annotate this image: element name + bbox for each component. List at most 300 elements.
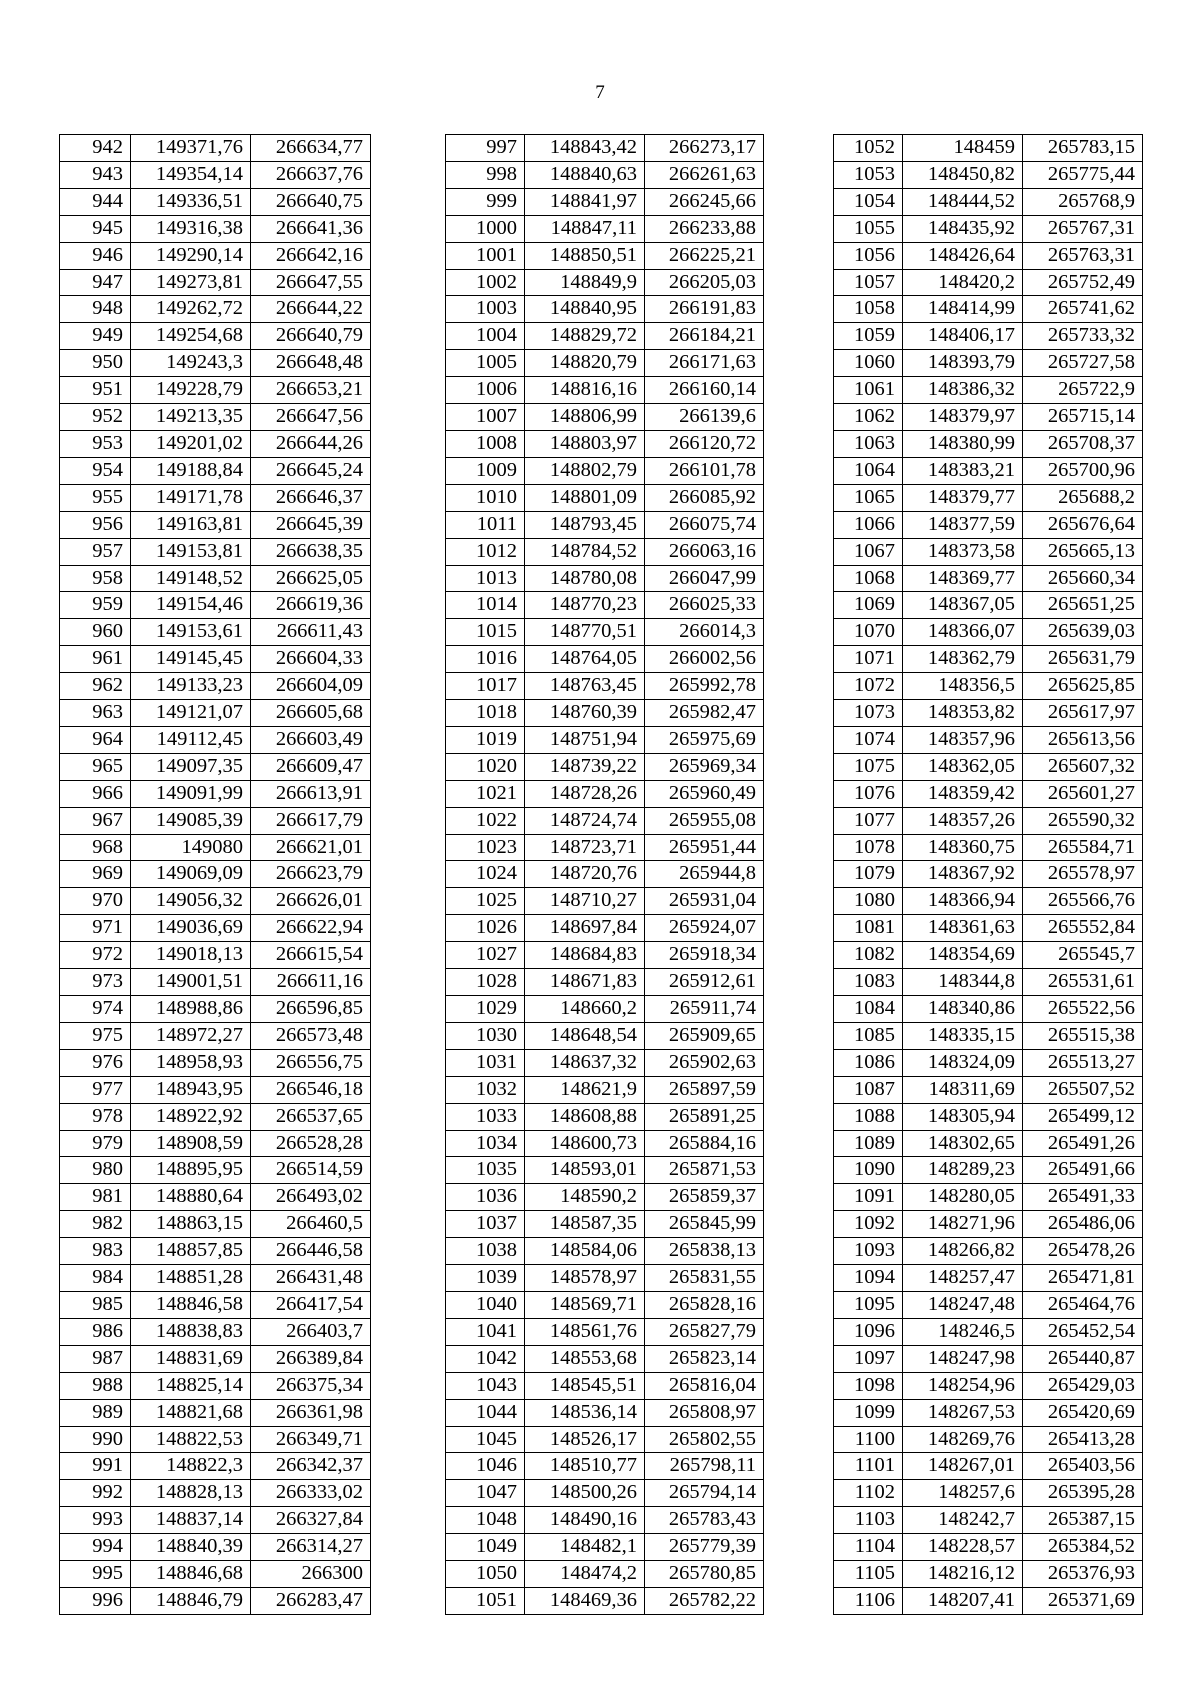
point-number-cell: 958 [60, 565, 131, 592]
table-row [446, 242, 764, 269]
table-row [446, 188, 764, 215]
x-coordinate-cell: 148671,83 [525, 969, 645, 996]
table-row [446, 726, 764, 753]
point-number-cell: 1033 [446, 1103, 525, 1130]
table-row [60, 565, 371, 592]
point-number-cell: 1079 [834, 861, 903, 888]
x-coordinate-cell: 148420,2 [903, 269, 1023, 296]
x-coordinate-cell: 148242,7 [903, 1507, 1023, 1534]
point-number-cell: 1019 [446, 726, 525, 753]
y-coordinate-cell: 265783,43 [645, 1507, 764, 1534]
y-coordinate-cell: 265395,28 [1023, 1480, 1143, 1507]
y-coordinate-cell: 265912,61 [645, 969, 764, 996]
point-number-cell: 1013 [446, 565, 525, 592]
point-number-cell: 1083 [834, 969, 903, 996]
point-number-cell: 1061 [834, 377, 903, 404]
table-row [60, 269, 371, 296]
point-number-cell: 952 [60, 404, 131, 431]
table-row [446, 161, 764, 188]
x-coordinate-cell: 148361,63 [903, 915, 1023, 942]
point-number-cell: 1097 [834, 1345, 903, 1372]
x-coordinate-cell: 148490,16 [525, 1507, 645, 1534]
x-coordinate-cell: 148584,06 [525, 1238, 645, 1265]
x-coordinate-cell: 148728,26 [525, 780, 645, 807]
table-row [60, 296, 371, 323]
point-number-cell: 1074 [834, 726, 903, 753]
table-row [60, 1130, 371, 1157]
x-coordinate-cell: 148414,99 [903, 296, 1023, 323]
y-coordinate-cell: 266615,54 [251, 942, 371, 969]
table-row [446, 296, 764, 323]
table-row [60, 1399, 371, 1426]
y-coordinate-cell: 265376,93 [1023, 1561, 1143, 1588]
x-coordinate-cell: 149336,51 [131, 188, 251, 215]
y-coordinate-cell: 266637,76 [251, 161, 371, 188]
table-row [60, 1076, 371, 1103]
x-coordinate-cell: 148362,05 [903, 753, 1023, 780]
y-coordinate-cell: 266403,7 [251, 1318, 371, 1345]
y-coordinate-cell: 266528,28 [251, 1130, 371, 1157]
x-coordinate-cell: 148366,07 [903, 619, 1023, 646]
y-coordinate-cell: 266546,18 [251, 1076, 371, 1103]
x-coordinate-cell: 148545,51 [525, 1372, 645, 1399]
coordinates-table-3 [833, 134, 1143, 1615]
table-row [834, 1561, 1143, 1588]
point-number-cell: 1089 [834, 1130, 903, 1157]
point-number-cell: 946 [60, 242, 131, 269]
y-coordinate-cell: 266101,78 [645, 457, 764, 484]
point-number-cell: 989 [60, 1399, 131, 1426]
table-row [60, 915, 371, 942]
table-row [834, 942, 1143, 969]
x-coordinate-cell: 148357,96 [903, 726, 1023, 753]
table-row [834, 996, 1143, 1023]
point-number-cell: 1040 [446, 1291, 525, 1318]
point-number-cell: 969 [60, 861, 131, 888]
table-row [446, 646, 764, 673]
table-row [834, 969, 1143, 996]
point-number-cell: 1026 [446, 915, 525, 942]
point-number-cell: 973 [60, 969, 131, 996]
point-number-cell: 1095 [834, 1291, 903, 1318]
point-number-cell: 974 [60, 996, 131, 1023]
y-coordinate-cell: 265823,14 [645, 1345, 764, 1372]
table-row [446, 996, 764, 1023]
page-number: 7 [595, 82, 605, 103]
y-coordinate-cell: 265828,16 [645, 1291, 764, 1318]
table-row [446, 1291, 764, 1318]
x-coordinate-cell: 148305,94 [903, 1103, 1023, 1130]
y-coordinate-cell: 266644,22 [251, 296, 371, 323]
y-coordinate-cell: 266047,99 [645, 565, 764, 592]
point-number-cell: 1022 [446, 807, 525, 834]
point-number-cell: 1037 [446, 1211, 525, 1238]
table-row [60, 619, 371, 646]
x-coordinate-cell: 148880,64 [131, 1184, 251, 1211]
y-coordinate-cell: 266361,98 [251, 1399, 371, 1426]
table-row [60, 1426, 371, 1453]
y-coordinate-cell: 265452,54 [1023, 1318, 1143, 1345]
y-coordinate-cell: 266648,48 [251, 350, 371, 377]
table-row [446, 1022, 764, 1049]
point-number-cell: 1100 [834, 1426, 903, 1453]
x-coordinate-cell: 149036,69 [131, 915, 251, 942]
x-coordinate-cell: 149148,52 [131, 565, 251, 592]
table-row [834, 215, 1143, 242]
y-coordinate-cell: 266640,79 [251, 323, 371, 350]
point-number-cell: 1029 [446, 996, 525, 1023]
table-row [834, 1130, 1143, 1157]
y-coordinate-cell: 265763,31 [1023, 242, 1143, 269]
point-number-cell: 1059 [834, 323, 903, 350]
x-coordinate-cell: 148829,72 [525, 323, 645, 350]
y-coordinate-cell: 266641,36 [251, 215, 371, 242]
x-coordinate-cell: 148770,51 [525, 619, 645, 646]
table-row [834, 565, 1143, 592]
point-number-cell: 990 [60, 1426, 131, 1453]
point-number-cell: 965 [60, 753, 131, 780]
point-number-cell: 1084 [834, 996, 903, 1023]
x-coordinate-cell: 148943,95 [131, 1076, 251, 1103]
y-coordinate-cell: 265578,97 [1023, 861, 1143, 888]
y-coordinate-cell: 265783,15 [1023, 135, 1143, 162]
table-row [834, 700, 1143, 727]
point-number-cell: 998 [446, 161, 525, 188]
x-coordinate-cell: 148637,32 [525, 1049, 645, 1076]
y-coordinate-cell: 265752,49 [1023, 269, 1143, 296]
table-row [446, 1103, 764, 1130]
table-row [60, 484, 371, 511]
y-coordinate-cell: 265780,85 [645, 1561, 764, 1588]
y-coordinate-cell: 265727,58 [1023, 350, 1143, 377]
point-number-cell: 992 [60, 1480, 131, 1507]
table-row [446, 1426, 764, 1453]
point-number-cell: 1009 [446, 457, 525, 484]
point-number-cell: 1042 [446, 1345, 525, 1372]
table-row [446, 1157, 764, 1184]
y-coordinate-cell: 265722,9 [1023, 377, 1143, 404]
table-row [60, 646, 371, 673]
table-row [60, 404, 371, 431]
point-number-cell: 1090 [834, 1157, 903, 1184]
y-coordinate-cell: 265767,31 [1023, 215, 1143, 242]
y-coordinate-cell: 266647,55 [251, 269, 371, 296]
point-number-cell: 1065 [834, 484, 903, 511]
table-row [60, 1103, 371, 1130]
point-number-cell: 963 [60, 700, 131, 727]
point-number-cell: 975 [60, 1022, 131, 1049]
point-number-cell: 985 [60, 1291, 131, 1318]
point-number-cell: 1064 [834, 457, 903, 484]
point-number-cell: 955 [60, 484, 131, 511]
table-row [60, 511, 371, 538]
x-coordinate-cell: 149121,07 [131, 700, 251, 727]
point-number-cell: 996 [60, 1587, 131, 1614]
table-row [60, 1184, 371, 1211]
table-row [834, 1399, 1143, 1426]
table-row [834, 161, 1143, 188]
y-coordinate-cell: 266075,74 [645, 511, 764, 538]
point-number-cell: 1086 [834, 1049, 903, 1076]
table-row [446, 269, 764, 296]
table-row [834, 135, 1143, 162]
point-number-cell: 960 [60, 619, 131, 646]
point-number-cell: 1054 [834, 188, 903, 215]
table-row [60, 726, 371, 753]
y-coordinate-cell: 265955,08 [645, 807, 764, 834]
y-coordinate-cell: 265631,79 [1023, 646, 1143, 673]
y-coordinate-cell: 265660,34 [1023, 565, 1143, 592]
point-number-cell: 950 [60, 350, 131, 377]
y-coordinate-cell: 265420,69 [1023, 1399, 1143, 1426]
x-coordinate-cell: 148369,77 [903, 565, 1023, 592]
table-row [446, 135, 764, 162]
point-number-cell: 980 [60, 1157, 131, 1184]
y-coordinate-cell: 265708,37 [1023, 430, 1143, 457]
y-coordinate-cell: 265499,12 [1023, 1103, 1143, 1130]
x-coordinate-cell: 148474,2 [525, 1561, 645, 1588]
y-coordinate-cell: 265779,39 [645, 1534, 764, 1561]
x-coordinate-cell: 148510,77 [525, 1453, 645, 1480]
table-row [834, 323, 1143, 350]
table-row [834, 861, 1143, 888]
point-number-cell: 984 [60, 1265, 131, 1292]
x-coordinate-cell: 148838,83 [131, 1318, 251, 1345]
table-row [834, 834, 1143, 861]
point-number-cell: 947 [60, 269, 131, 296]
point-number-cell: 1047 [446, 1480, 525, 1507]
table-row [834, 457, 1143, 484]
x-coordinate-cell: 148723,71 [525, 834, 645, 861]
x-coordinate-cell: 148660,2 [525, 996, 645, 1023]
x-coordinate-cell: 148816,16 [525, 377, 645, 404]
table-row [446, 753, 764, 780]
y-coordinate-cell: 266603,49 [251, 726, 371, 753]
x-coordinate-cell: 148828,13 [131, 1480, 251, 1507]
x-coordinate-cell: 148764,05 [525, 646, 645, 673]
y-coordinate-cell: 266283,47 [251, 1587, 371, 1614]
point-number-cell: 1076 [834, 780, 903, 807]
y-coordinate-cell: 265513,27 [1023, 1049, 1143, 1076]
table-row [834, 1534, 1143, 1561]
x-coordinate-cell: 148720,76 [525, 861, 645, 888]
y-coordinate-cell: 265838,13 [645, 1238, 764, 1265]
y-coordinate-cell: 265491,33 [1023, 1184, 1143, 1211]
point-number-cell: 999 [446, 188, 525, 215]
y-coordinate-cell: 266233,88 [645, 215, 764, 242]
x-coordinate-cell: 148353,82 [903, 700, 1023, 727]
point-number-cell: 943 [60, 161, 131, 188]
table-row [834, 188, 1143, 215]
table-row [60, 807, 371, 834]
table-row [446, 780, 764, 807]
point-number-cell: 1004 [446, 323, 525, 350]
point-number-cell: 1008 [446, 430, 525, 457]
y-coordinate-cell: 266431,48 [251, 1265, 371, 1292]
point-number-cell: 1025 [446, 888, 525, 915]
table-row [60, 1534, 371, 1561]
y-coordinate-cell: 265471,81 [1023, 1265, 1143, 1292]
y-coordinate-cell: 266460,5 [251, 1211, 371, 1238]
x-coordinate-cell: 148367,92 [903, 861, 1023, 888]
x-coordinate-cell: 148380,99 [903, 430, 1023, 457]
x-coordinate-cell: 148269,76 [903, 1426, 1023, 1453]
point-number-cell: 1046 [446, 1453, 525, 1480]
table-row [834, 538, 1143, 565]
table-row [834, 1345, 1143, 1372]
x-coordinate-cell: 148831,69 [131, 1345, 251, 1372]
table-row [60, 1345, 371, 1372]
table-row [446, 1587, 764, 1614]
x-coordinate-cell: 148840,39 [131, 1534, 251, 1561]
point-number-cell: 1075 [834, 753, 903, 780]
x-coordinate-cell: 148806,99 [525, 404, 645, 431]
point-number-cell: 1032 [446, 1076, 525, 1103]
point-number-cell: 1063 [834, 430, 903, 457]
x-coordinate-cell: 148362,79 [903, 646, 1023, 673]
point-number-cell: 948 [60, 296, 131, 323]
y-coordinate-cell: 265808,97 [645, 1399, 764, 1426]
table-row [446, 673, 764, 700]
x-coordinate-cell: 148760,39 [525, 700, 645, 727]
point-number-cell: 1002 [446, 269, 525, 296]
table-row [60, 834, 371, 861]
point-number-cell: 1071 [834, 646, 903, 673]
table-row [446, 565, 764, 592]
table-row [60, 1480, 371, 1507]
point-number-cell: 986 [60, 1318, 131, 1345]
y-coordinate-cell: 265897,59 [645, 1076, 764, 1103]
point-number-cell: 1000 [446, 215, 525, 242]
y-coordinate-cell: 266596,85 [251, 996, 371, 1023]
x-coordinate-cell: 148246,5 [903, 1318, 1023, 1345]
y-coordinate-cell: 265491,66 [1023, 1157, 1143, 1184]
table-row [60, 457, 371, 484]
x-coordinate-cell: 149201,02 [131, 430, 251, 457]
point-number-cell: 1073 [834, 700, 903, 727]
point-number-cell: 1052 [834, 135, 903, 162]
coordinates-table-2 [445, 134, 764, 1615]
y-coordinate-cell: 265387,15 [1023, 1507, 1143, 1534]
table-row [834, 753, 1143, 780]
table-row [446, 538, 764, 565]
y-coordinate-cell: 266261,63 [645, 161, 764, 188]
y-coordinate-cell: 266225,21 [645, 242, 764, 269]
table-row [446, 350, 764, 377]
point-number-cell: 1015 [446, 619, 525, 646]
y-coordinate-cell: 265590,32 [1023, 807, 1143, 834]
x-coordinate-cell: 148367,05 [903, 592, 1023, 619]
point-number-cell: 956 [60, 511, 131, 538]
y-coordinate-cell: 266333,02 [251, 1480, 371, 1507]
point-number-cell: 1091 [834, 1184, 903, 1211]
table-row [834, 780, 1143, 807]
x-coordinate-cell: 148697,84 [525, 915, 645, 942]
y-coordinate-cell: 266002,56 [645, 646, 764, 673]
y-coordinate-cell: 265486,06 [1023, 1211, 1143, 1238]
table-row [446, 888, 764, 915]
table-row [60, 592, 371, 619]
y-coordinate-cell: 266645,39 [251, 511, 371, 538]
table-row [446, 215, 764, 242]
table-row [834, 1587, 1143, 1614]
y-coordinate-cell: 266605,68 [251, 700, 371, 727]
y-coordinate-cell: 266349,71 [251, 1426, 371, 1453]
table-row [446, 1130, 764, 1157]
x-coordinate-cell: 149153,61 [131, 619, 251, 646]
y-coordinate-cell: 265960,49 [645, 780, 764, 807]
x-coordinate-cell: 148366,94 [903, 888, 1023, 915]
x-coordinate-cell: 148302,65 [903, 1130, 1023, 1157]
table-row [834, 404, 1143, 431]
table-row [834, 1507, 1143, 1534]
point-number-cell: 1043 [446, 1372, 525, 1399]
table-row [834, 1265, 1143, 1292]
table-row [834, 1372, 1143, 1399]
point-number-cell: 968 [60, 834, 131, 861]
x-coordinate-cell: 148247,48 [903, 1291, 1023, 1318]
y-coordinate-cell: 265613,56 [1023, 726, 1143, 753]
y-coordinate-cell: 265522,56 [1023, 996, 1143, 1023]
table-row [446, 430, 764, 457]
point-number-cell: 981 [60, 1184, 131, 1211]
table-row [446, 377, 764, 404]
table-row [834, 377, 1143, 404]
x-coordinate-cell: 149085,39 [131, 807, 251, 834]
x-coordinate-cell: 148377,59 [903, 511, 1023, 538]
point-number-cell: 953 [60, 430, 131, 457]
y-coordinate-cell: 266314,27 [251, 1534, 371, 1561]
table-row [446, 834, 764, 861]
point-number-cell: 1094 [834, 1265, 903, 1292]
point-number-cell: 1068 [834, 565, 903, 592]
table-row [60, 700, 371, 727]
point-number-cell: 997 [446, 135, 525, 162]
y-coordinate-cell: 265733,32 [1023, 323, 1143, 350]
x-coordinate-cell: 148600,73 [525, 1130, 645, 1157]
table-row [60, 242, 371, 269]
x-coordinate-cell: 149001,51 [131, 969, 251, 996]
x-coordinate-cell: 149133,23 [131, 673, 251, 700]
y-coordinate-cell: 266644,26 [251, 430, 371, 457]
point-number-cell: 966 [60, 780, 131, 807]
point-number-cell: 1077 [834, 807, 903, 834]
x-coordinate-cell: 148840,63 [525, 161, 645, 188]
y-coordinate-cell: 266342,37 [251, 1453, 371, 1480]
table-row [834, 1103, 1143, 1130]
table-row [446, 1372, 764, 1399]
y-coordinate-cell: 266634,77 [251, 135, 371, 162]
x-coordinate-cell: 148561,76 [525, 1318, 645, 1345]
x-coordinate-cell: 148324,09 [903, 1049, 1023, 1076]
point-number-cell: 976 [60, 1049, 131, 1076]
table-row [834, 1211, 1143, 1238]
x-coordinate-cell: 148751,94 [525, 726, 645, 753]
x-coordinate-cell: 148825,14 [131, 1372, 251, 1399]
point-number-cell: 993 [60, 1507, 131, 1534]
x-coordinate-cell: 148763,45 [525, 673, 645, 700]
y-coordinate-cell: 265951,44 [645, 834, 764, 861]
table-row [60, 377, 371, 404]
y-coordinate-cell: 265715,14 [1023, 404, 1143, 431]
table-row [60, 135, 371, 162]
point-number-cell: 1056 [834, 242, 903, 269]
y-coordinate-cell: 265816,04 [645, 1372, 764, 1399]
table-row [446, 1238, 764, 1265]
y-coordinate-cell: 266446,58 [251, 1238, 371, 1265]
table-row [60, 1157, 371, 1184]
table-row [834, 1184, 1143, 1211]
